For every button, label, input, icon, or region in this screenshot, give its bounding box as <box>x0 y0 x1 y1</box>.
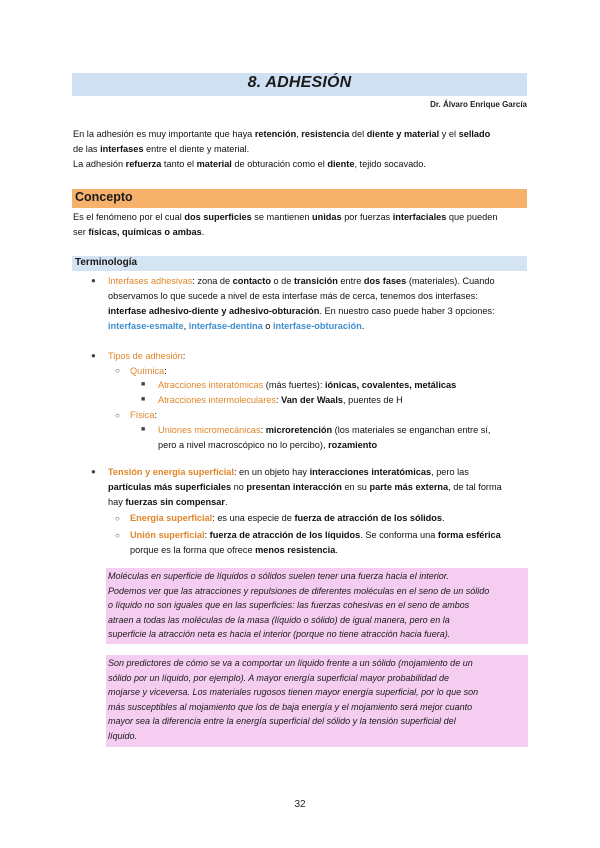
interfases-item: Interfases adhesivas: zona de contacto o de transición entre dos fases (materiales). Cuando observamos lo que sucede a nivel de esta interfase más de cerca, tenemos dos interfases: interfase adhesivo-diente y adhesivo-obturación. En nuestro caso puede haber 3 opciones: interfase-esmalte, interfase-dentina o interfase-obturación. <box>108 276 495 331</box>
bullet-icon: ● <box>91 276 96 285</box>
atracciones-intermoleculares: Atracciones intermoleculares: Van der Waals, puentes de H <box>158 395 403 405</box>
note-1: Moléculas en superficie de líquidos o sólidos suelen tener una fuerza hacia el interior. Podemos ver que las atracciones y repulsiones de diferentes moléculas en el seno de un sólido o líquido no son iguales que en las superficies: las fuerzas cohesivas en el seno de ambos atraen a todas las moléculas de la masa (líquido o sólido) de igual manera, pero en la superficie la atracción neta es hacia el interior (porque no tiene atracción hacia fuera). <box>108 571 490 640</box>
note-2: Son predictores de cómo se va a comportar un líquido frente a un sólido (mojamiento de un sólido por un líquido, por ejemplo). A mayor energía superficial mayor probabilidad de mojarse y viceversa. Los materiales rugosos tienen mayor energía superficial, por lo que son más susceptibles al mojamiento que los de baja energía y el mojamiento será mejor cuanto mayor sea la diferencia entre la energía superficial del sólido y la tensión superficial del líquido. <box>108 658 479 741</box>
intro-line-3: La adhesión refuerza tanto el material de obturación como el diente, tejido socavado. <box>73 159 426 169</box>
circle-bullet-icon: ○ <box>115 531 120 540</box>
circle-bullet-icon: ○ <box>115 411 120 420</box>
intro-line-1: En la adhesión es muy importante que haya retención, resistencia del diente y material y el sellado <box>73 129 491 139</box>
bullet-icon: ● <box>91 351 96 360</box>
square-bullet-icon: ■ <box>141 426 146 433</box>
square-bullet-icon: ■ <box>141 381 146 388</box>
quimica-label: Química: <box>130 366 167 376</box>
section-bar-concepto <box>72 189 527 208</box>
tipos-label: Tipos de adhesión: <box>108 351 186 361</box>
fisica-label: Física: <box>130 410 158 420</box>
section-heading-concepto: Concepto <box>75 190 133 204</box>
union-superficial: Unión superficial: fuerza de atracción de los líquidos. Se conforma una forma esférica porque es la forma que ofrece menos resistencia. <box>130 530 501 555</box>
tension-item: Tensión y energía superficial: en un objeto hay interacciones interatómicas, pero las partículas más superficiales no presentan interacción en su parte más externa, de tal forma hay fuerzas sin compensar. <box>108 467 502 507</box>
bullet-icon: ● <box>91 467 96 476</box>
square-bullet-icon: ■ <box>141 396 146 403</box>
circle-bullet-icon: ○ <box>115 366 120 375</box>
concepto-paragraph: Es el fenómeno por el cual dos superficies se mantienen unidas por fuerzas interfaciales que pueden ser físicas, químicas o ambas. <box>73 212 498 237</box>
intro-paragraph <box>73 127 528 172</box>
author: Dr. Álvaro Enrique García <box>430 100 527 109</box>
energia-superficial: Energía superficial: es una especie de fuerza de atracción de los sólidos. <box>130 513 445 523</box>
section-heading-terminologia: Terminología <box>75 257 138 268</box>
uniones-micromecanicas: Uniones micromecánicas: microretención (los materiales se enganchan entre sí, pero a nivel macroscópico no lo percibo), rozamiento <box>158 425 491 450</box>
page-title: 8. ADHESIÓN <box>247 74 352 91</box>
circle-bullet-icon: ○ <box>115 514 120 523</box>
intro-line-2: de las interfases entre el diente y material. <box>73 144 250 154</box>
section-bar-terminologia <box>72 256 527 271</box>
atracciones-interatomicas: Atracciones interatómicas (más fuertes): iónicas, covalentes, metálicas <box>158 380 457 390</box>
page-number: 32 <box>294 799 306 810</box>
